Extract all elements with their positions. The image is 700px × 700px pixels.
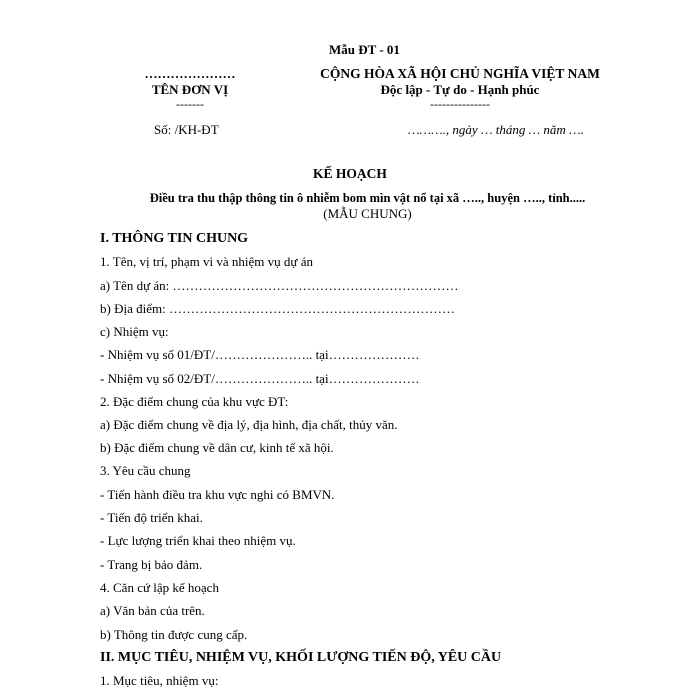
body-line: a) Văn bản của trên. [100, 603, 205, 618]
place-date: ………., ngày … tháng … năm …. [408, 122, 584, 137]
national-motto: Độc lập - Tự do - Hạnh phúc [380, 82, 540, 97]
body-line: c) Nhiệm vụ: [100, 324, 169, 339]
body-line: 1. Mục tiêu, nhiệm vụ: [100, 673, 219, 688]
body-line: - Nhiệm vụ số 01/ĐT/………………….. tại………………… [100, 347, 420, 362]
section-heading: II. MỤC TIÊU, NHIỆM VỤ, KHỐI LƯỢNG TIẾN ĐỘ, YÊU CẦU [100, 650, 502, 665]
body-line: b) Địa điểm: ………………………………………………………… [100, 301, 455, 316]
document-title: KẾ HOẠCH [313, 166, 387, 181]
form-code: Mẫu ĐT - 01 [329, 42, 400, 57]
body-line: - Nhiệm vụ số 02/ĐT/………………….. tại………………… [100, 371, 420, 386]
body-line: a) Đặc điểm chung về địa lý, địa hình, địa chất, thủy văn. [100, 417, 398, 432]
unit-dash: ------- [176, 97, 204, 111]
body-line: 4. Căn cứ lập kế hoạch [100, 580, 219, 595]
document-number: Số: /KH-ĐT [154, 122, 219, 137]
section-heading: I. THÔNG TIN CHUNG [100, 231, 249, 246]
document-subtitle: Điều tra thu thập thông tin ô nhiễm bom mìn vật nổ tại xã ….., huyện ….., tỉnh..... [149, 191, 586, 205]
unit-name: TÊN ĐƠN VỊ [151, 82, 229, 97]
body-line: - Trang bị bảo đảm. [100, 557, 203, 572]
body-line: - Tiến hành điều tra khu vực nghi có BMVN. [100, 487, 335, 502]
body-line: - Lực lượng triển khai theo nhiệm vụ. [100, 533, 296, 548]
national-title: CỘNG HÒA XÃ HỘI CHỦ NGHĨA VIỆT NAM [320, 66, 600, 81]
unit-dots: ………………… [144, 66, 236, 81]
motto-dash: --------------- [430, 97, 490, 111]
body-line: b) Đặc điểm chung về dân cư, kinh tế xã hội. [100, 440, 334, 455]
body-line: a) Tên dự án: ………………………………………………………… [100, 278, 459, 293]
body-line: - Tiến độ triển khai. [100, 510, 203, 525]
body-line: 1. Tên, vị trí, phạm vi và nhiệm vụ dự án [100, 254, 313, 269]
body-line: b) Thông tin được cung cấp. [100, 627, 248, 642]
body-line: 2. Đặc điểm chung của khu vực ĐT: [100, 394, 289, 409]
subtitle-note: (MẪU CHUNG) [323, 206, 412, 221]
body-line: 3. Yêu cầu chung [100, 463, 191, 478]
